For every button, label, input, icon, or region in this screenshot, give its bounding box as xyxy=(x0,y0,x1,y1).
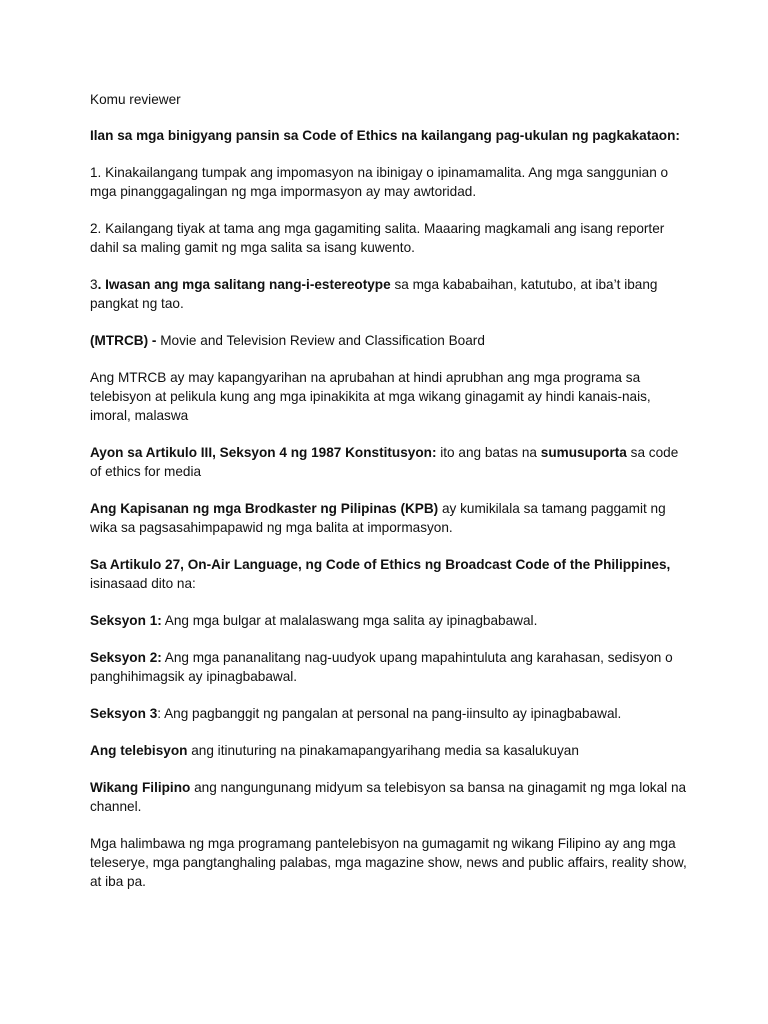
seksyon-2-bold: Seksyon 2: xyxy=(90,650,162,665)
mtrcb-bold: (MTRCB) - xyxy=(90,333,161,348)
telebisyon-text: ang itinuturing na pinakamapangyarihang media sa kasalukuyan xyxy=(187,743,579,758)
paragraph-seksyon-2 xyxy=(90,648,688,686)
paragraph-artikulo-27 xyxy=(90,555,688,593)
paragraph-mtrcb xyxy=(90,331,688,350)
paragraph-item-2 xyxy=(90,219,688,257)
artikulo-27-text: isinasaad dito na: xyxy=(90,576,196,591)
paragraph-telebisyon xyxy=(90,741,688,760)
paragraph-seksyon-3 xyxy=(90,704,688,723)
wikang-filipino-text: ang nangungunang midyum sa telebisyon sa bansa na ginagamit ng mga lokal na channel. xyxy=(90,780,687,814)
paragraph-halimbawa xyxy=(90,834,688,891)
seksyon-3-bold: Seksyon 3 xyxy=(90,706,158,721)
mtrcb-description-text: Ang MTRCB ay may kapangyarihan na aprubahan at hindi aprubhan ang mga programa sa telebisyon at pelikula kung ang mga ipinakikita at mga wikang ginagamit ay hindi kanais-nais, imoral, malaswa xyxy=(90,370,651,423)
wikang-filipino-bold: Wikang Filipino xyxy=(90,780,191,795)
mtrcb-text: Movie and Television Review and Classification Board xyxy=(160,333,485,348)
paragraph-mtrcb-description xyxy=(90,368,688,425)
paragraph-seksyon-1 xyxy=(90,611,688,630)
seksyon-1-bold: Seksyon 1: xyxy=(90,613,162,628)
kpb-text: ay kumikilala sa tamang paggamit ng wika sa pagsasahimpapawid ng mga balita at impormasyon. xyxy=(90,501,666,535)
artikulo-3-bold-2: sumusuporta xyxy=(540,445,627,460)
item-3-text: sa mga kababaihan, katutubo, at iba’t ibang pangkat ng tao. xyxy=(90,277,658,311)
paragraph-wikang-filipino xyxy=(90,778,688,816)
paragraph-item-1 xyxy=(90,163,688,201)
item-1-text: 1. Kinakailangang tumpak ang impomasyon na ibinigay o ipinamamalita. Ang mga sanggunian o mga pinanggagalingan ng mga impormasyon ay may awtoridad. xyxy=(90,165,669,199)
item-3-bold: . Iwasan ang mga salitang nang-i-estereotype xyxy=(97,277,391,292)
doc-title: Komu reviewer xyxy=(90,92,181,107)
artikulo-27-bold: Sa Artikulo 27, On-Air Language, ng Code of Ethics ng Broadcast Code of the Philippines, xyxy=(90,557,671,572)
item-3-number: 3 xyxy=(90,277,98,292)
paragraph-item-3 xyxy=(90,275,688,313)
kpb-bold: Ang Kapisanan ng mga Brodkaster ng Pilipinas (KPB) xyxy=(90,501,439,516)
telebisyon-bold: Ang telebisyon xyxy=(90,743,188,758)
seksyon-2-text: Ang mga pananalitang nag-uudyok upang mapahintuluta ang karahasan, sedisyon o panghihimagsik ay ipinagbabawal. xyxy=(90,650,673,684)
artikulo-3-text-1: ito ang batas na xyxy=(436,445,541,460)
seksyon-1-text: Ang mga bulgar at malalaswang mga salita ay ipinagbabawal. xyxy=(161,613,538,628)
paragraph-code-of-ethics-intro xyxy=(90,126,688,145)
intro-bold: Ilan sa mga binigyang pansin sa Code of Ethics na kailangang pag-ukulan ng pagkakataon: xyxy=(90,128,680,143)
item-2-text: 2. Kailangang tiyak at tama ang mga gagamiting salita. Maaaring magkamali ang isang reporter dahil sa maling gamit ng mga salita sa isang kuwento. xyxy=(90,221,665,255)
artikulo-3-text-2: sa code of ethics for media xyxy=(90,445,679,479)
artikulo-3-bold: Ayon sa Artikulo III, Seksyon 4 ng 1987 Konstitusyon: xyxy=(90,445,437,460)
seksyon-3-text: : Ang pagbanggit ng pangalan at personal na pang-iinsulto ay ipinagbabawal. xyxy=(157,706,622,721)
paragraph-kpb xyxy=(90,499,688,537)
paragraph-artikulo-3 xyxy=(90,443,688,481)
halimbawa-text: Mga halimbawa ng mga programang pantelebisyon na gumagamit ng wikang Filipino ay ang mga teleserye, mga pangtanghaling palabas, mga magazine show, news and public affairs, reality show, at iba pa. xyxy=(90,836,687,889)
